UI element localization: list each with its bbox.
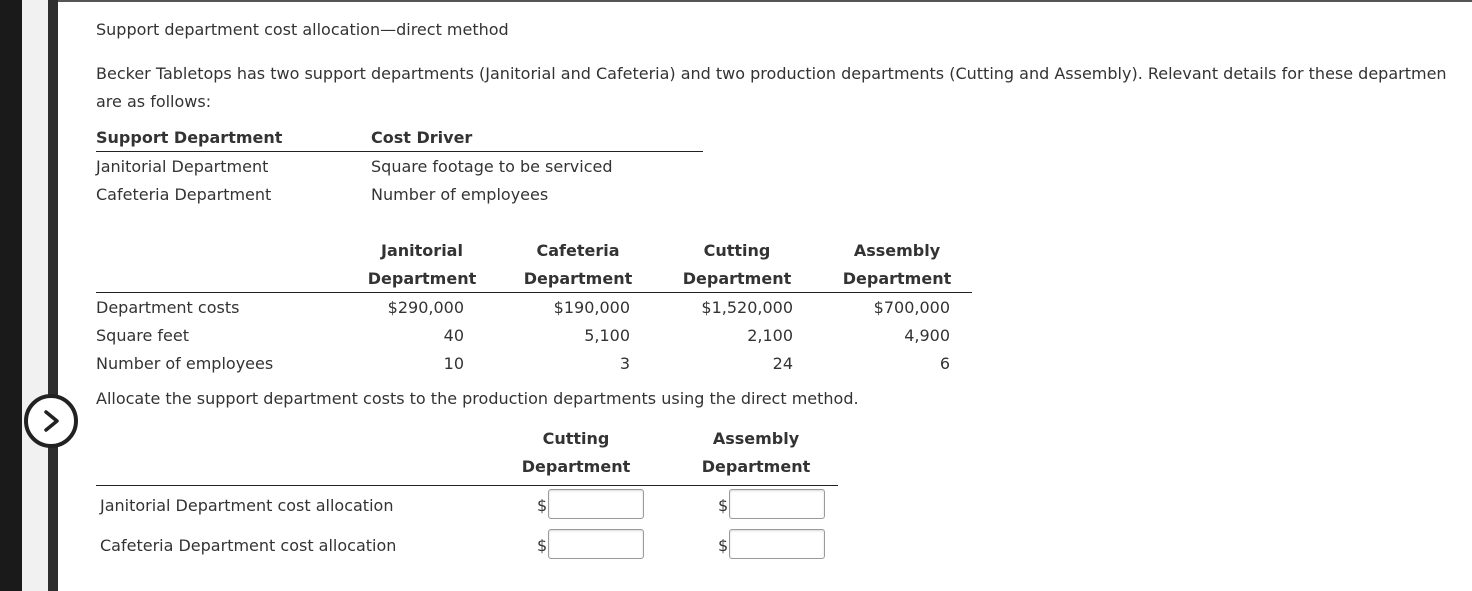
dept-row-sqft-cafeteria: 5,100 xyxy=(584,326,630,345)
currency-symbol: $ xyxy=(537,496,548,515)
driver-header-cost-driver: Cost Driver xyxy=(371,128,473,147)
driver-row-cafeteria-driver: Number of employees xyxy=(371,185,549,204)
dept-header-rule xyxy=(96,292,972,293)
dept-row-employees-cutting: 24 xyxy=(772,354,793,373)
driver-row-janitorial-label: Janitorial Department xyxy=(96,157,269,176)
dept-row-sqft-assembly: 4,900 xyxy=(904,326,950,345)
currency-symbol: $ xyxy=(537,536,548,555)
dept-header-janitorial-line2: Department xyxy=(367,269,477,288)
problem-title: Support department cost allocation—direct method xyxy=(96,20,509,39)
driver-header-rule xyxy=(96,151,703,152)
driver-row-janitorial-driver: Square footage to be serviced xyxy=(371,157,613,176)
dept-row-costs-label: Department costs xyxy=(96,298,240,317)
dept-header-janitorial-line1: Janitorial xyxy=(381,241,463,260)
dept-header-assembly-line1: Assembly xyxy=(853,241,941,260)
driver-row-cafeteria-label: Cafeteria Department xyxy=(96,185,272,204)
answer-header-cutting-line1: Cutting xyxy=(542,429,610,448)
dept-row-employees-label: Number of employees xyxy=(96,354,274,373)
dept-row-employees-cafeteria: 3 xyxy=(619,354,630,373)
left-gutter xyxy=(22,0,48,591)
cafeteria-cutting-allocation-input[interactable] xyxy=(548,529,644,559)
dept-row-employees-janitorial: 10 xyxy=(443,354,464,373)
dept-header-assembly-line2: Department xyxy=(842,269,952,288)
dept-row-sqft-label: Square feet xyxy=(96,326,190,345)
dept-header-cutting-line2: Department xyxy=(682,269,792,288)
dept-row-costs-assembly: $700,000 xyxy=(873,298,950,317)
expand-nav-button[interactable] xyxy=(24,394,78,448)
instruction-text: Allocate the support department costs to the production departments using the direct method. xyxy=(96,389,859,408)
intro-text-line-1: Becker Tabletops has two support departments (Janitorial and Cafeteria) and two production departments (Cutting and Assembly). Relevant details for these departmen xyxy=(96,64,1447,83)
answer-header-cutting-line2: Department xyxy=(521,457,631,476)
answer-header-assembly-line2: Department xyxy=(701,457,811,476)
left-divider xyxy=(48,0,58,591)
currency-symbol: $ xyxy=(718,496,729,515)
answer-header-assembly-line1: Assembly xyxy=(712,429,800,448)
dept-row-costs-janitorial: $290,000 xyxy=(387,298,464,317)
top-divider xyxy=(58,0,1472,2)
dept-row-employees-assembly: 6 xyxy=(939,354,950,373)
chevron-right-icon xyxy=(38,408,64,434)
dept-row-sqft-cutting: 2,100 xyxy=(747,326,793,345)
left-edge-bar xyxy=(0,0,22,591)
dept-header-cafeteria-line2: Department xyxy=(523,269,633,288)
driver-header-support: Support Department xyxy=(96,128,283,147)
janitorial-cutting-allocation-input[interactable] xyxy=(548,489,644,519)
currency-symbol: $ xyxy=(718,536,729,555)
intro-text-line-2: are as follows: xyxy=(96,92,212,111)
answer-header-rule xyxy=(96,485,838,486)
answer-row-cafeteria-label: Cafeteria Department cost allocation xyxy=(100,536,397,555)
answer-row-janitorial-label: Janitorial Department cost allocation xyxy=(100,496,394,515)
dept-row-costs-cutting: $1,520,000 xyxy=(701,298,793,317)
cafeteria-assembly-allocation-input[interactable] xyxy=(729,529,825,559)
dept-header-cutting-line1: Cutting xyxy=(703,241,771,260)
dept-row-costs-cafeteria: $190,000 xyxy=(553,298,630,317)
janitorial-assembly-allocation-input[interactable] xyxy=(729,489,825,519)
dept-header-cafeteria-line1: Cafeteria xyxy=(536,241,620,260)
dept-row-sqft-janitorial: 40 xyxy=(443,326,464,345)
